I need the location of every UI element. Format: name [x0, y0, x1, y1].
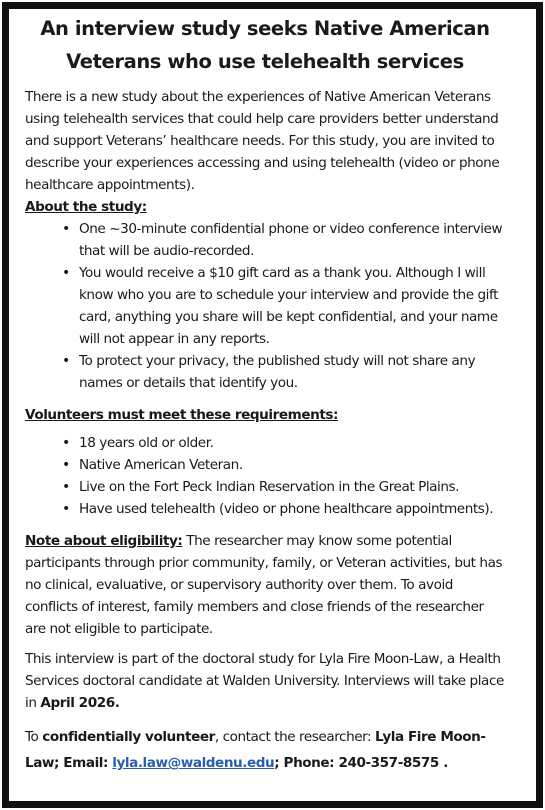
about-item: • One ~30-minute confidential phone or video conference interview that will be audio-recorded. [79, 218, 505, 262]
contact-prefix: To [25, 729, 43, 745]
requirement-item: • Have used telehealth (video or phone healthcare appointments). [79, 498, 505, 520]
title-line-1: An interview study seeks Native American [40, 17, 490, 40]
eligibility-paragraph [25, 530, 505, 640]
phone-number: ; Phone: 240-357-8575 . [274, 755, 448, 771]
doctoral-text: This interview is part of the doctoral study for Lyla Fire Moon-Law, a Health Services doctoral candidate at Walden University. Interviews will take place in [25, 651, 504, 711]
requirement-item: • 18 years old or older. [79, 432, 505, 454]
doctoral-paragraph [25, 648, 505, 714]
requirement-item: • Native American Veteran. [79, 454, 505, 476]
about-item: • To protect your privacy, the published study will not share any names or details that identify you. [79, 350, 505, 394]
contact-mid: , contact the researcher: [214, 729, 376, 745]
requirements-heading: Volunteers must meet these requirements: [25, 407, 339, 423]
flyer-content [25, 12, 505, 776]
requirement-item: • Live on the Fort Peck Indian Reservation in the Great Plains. [79, 476, 505, 498]
about-item: • You would receive a $10 gift card as a thank you. Although I will know who you are to schedule your interview and provide the gift card, anything you share will be kept confidential, and your name will not appear in any reports. [79, 262, 505, 350]
flyer-title [25, 12, 505, 78]
about-heading: About the study: [25, 199, 147, 215]
contact-paragraph [25, 724, 505, 776]
about-list [25, 218, 505, 394]
requirements-list [25, 432, 505, 520]
interview-date: April 2026 [40, 695, 115, 711]
eligibility-heading: Note about eligibility: [25, 533, 183, 549]
email-link[interactable]: lyla.law@waldenu.edu [112, 755, 275, 771]
researcher-name: Lyla Fire Moon-Law; Email: [25, 729, 486, 771]
volunteer-emphasis: confidentially volunteer [42, 729, 215, 745]
title-line-2: Veterans who use telehealth services [66, 50, 464, 73]
doctoral-end: . [114, 695, 120, 711]
eligibility-text: The researcher may know some potential participants through prior community, family, or Veteran activities, but has no clinical, evaluative, or supervisory authority over them. To avoid conflicts of interest, family members and close friends of the researcher are not eligible to participate. [25, 533, 503, 637]
intro-paragraph: There is a new study about the experiences of Native American Veterans using telehealth services that could help care providers better understand and support Veterans’ healthcare needs. For this study, you are invited to describe your experiences accessing and using telehealth (video or phone healthcare appointments). [25, 89, 500, 193]
